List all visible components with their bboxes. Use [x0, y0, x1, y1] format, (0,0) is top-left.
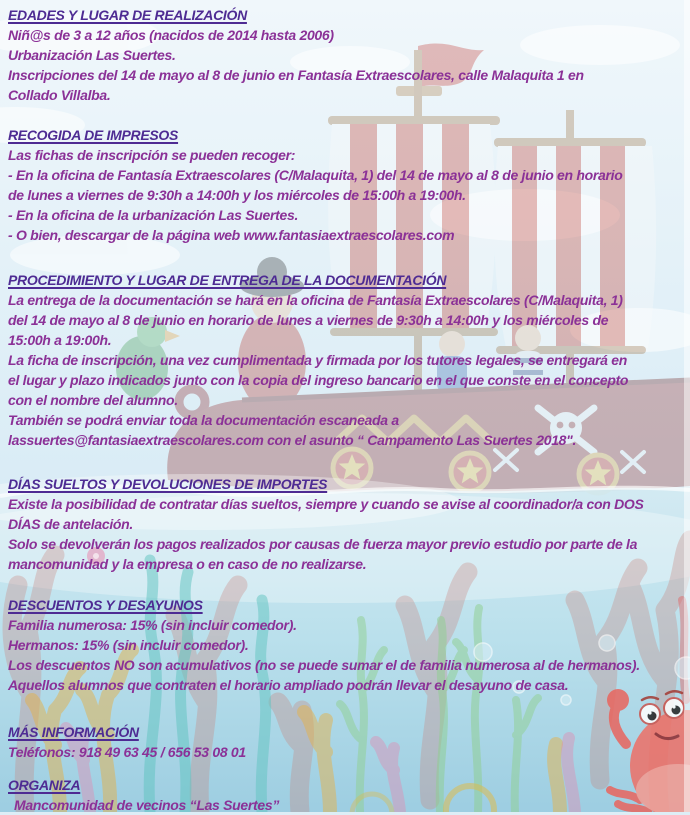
text-line-email: lassuertes@fantasiaextraescolares.com con el asunto “ Campamento Las Suertes 2018".	[8, 432, 577, 448]
section-dias-sueltos	[8, 474, 686, 574]
text-line: con el nombre del alumno.	[8, 392, 178, 408]
text-line: Niñ@s de 3 a 12 años (nacidos de 2014 hasta 2006)	[8, 27, 334, 43]
section-heading-descuentos: DESCUENTOS Y DESAYUNOS	[8, 597, 203, 613]
section-heading-organiza: ORGANIZA	[8, 777, 81, 793]
text-line: DÍAS de antelación.	[8, 516, 133, 532]
text-line: Existe la posibilidad de contratar días sueltos, siempre y cuando se avise al coordinador/a con DOS	[8, 496, 644, 512]
section-edades	[8, 5, 686, 105]
section-procedimiento	[8, 270, 686, 450]
section-heading-dias-sueltos: DÍAS SUELTOS Y DEVOLUCIONES DE IMPORTES	[8, 476, 328, 492]
text-line: Las fichas de inscripción se pueden recoger:	[8, 147, 296, 163]
text-line: mancomunidad y la empresa o en caso de no realizarse.	[8, 556, 367, 572]
text-line-phone-numbers: Teléfonos: 918 49 63 45 / 656 53 08 01	[8, 744, 246, 760]
text-line-website-url: - O bien, descargar de la página web www.fantasiaextraescolares.com	[8, 227, 455, 243]
text-line: el lugar y plazo indicados junto con la copia del ingreso bancario en el que conste en el concepto	[8, 372, 629, 388]
text-line: 15:00h a 19:00h.	[8, 332, 112, 348]
text-line-organizer: Mancomunidad de vecinos “Las Suertes”	[14, 797, 280, 813]
text-line: - En la oficina de la urbanización Las Suertes.	[8, 207, 299, 223]
text-line: Solo se devolverán los pagos realizados por causas de fuerza mayor previo estudio por parte de la	[8, 536, 638, 552]
section-heading-procedimiento: PROCEDIMIENTO Y LUGAR DE ENTREGA DE LA DOCUMENTACIÓN	[8, 272, 447, 288]
text-line: Familia numerosa: 15% (sin incluir comedor).	[8, 617, 297, 633]
section-recogida	[8, 125, 686, 245]
text-line: Aquellos alumnos que contraten el horario ampliado podrán llevar el desayuno de casa.	[8, 677, 569, 693]
section-heading-edades: EDADES Y LUGAR DE REALIZACIÓN	[8, 7, 247, 23]
text-line: Inscripciones del 14 de mayo al 8 de junio en Fantasía Extraescolares, calle Malaquita 1 en	[8, 67, 584, 83]
section-mas-informacion	[8, 722, 686, 762]
text-line: de lunes a viernes de 9:30h a 14:00h y los miércoles de 15:00h a 19:00h.	[8, 187, 466, 203]
text-line: Los descuentos NO son acumulativos (no se puede sumar el de familia numerosa al de hermanos).	[8, 657, 640, 673]
section-heading-mas-informacion: MÁS INFORMACIÓN	[8, 724, 139, 740]
text-line: También se podrá enviar toda la documentación escaneada a	[8, 412, 399, 428]
text-line: Urbanización Las Suertes.	[8, 47, 176, 63]
text-line: Hermanos: 15% (sin incluir comedor).	[8, 637, 249, 653]
section-descuentos	[8, 595, 686, 695]
section-organiza	[8, 775, 686, 815]
section-heading-recogida: RECOGIDA DE IMPRESOS	[8, 127, 179, 143]
text-line: La ficha de inscripción, una vez cumplimentada y firmada por los tutores legales, se entregará en	[8, 352, 627, 368]
text-line: del 14 de mayo al 8 de junio en horario de lunes a viernes de 9:30h a 14:00h y los miércoles de	[8, 312, 609, 328]
text-line: La entrega de la documentación se hará en la oficina de Fantasía Extraescolares (C/Malaquita, 1)	[8, 292, 623, 308]
text-line: Collado Villalba.	[8, 87, 111, 103]
text-line: - En la oficina de Fantasía Extraescolares (C/Malaquita, 1) del 14 de mayo al 8 de junio en horario	[8, 167, 623, 183]
